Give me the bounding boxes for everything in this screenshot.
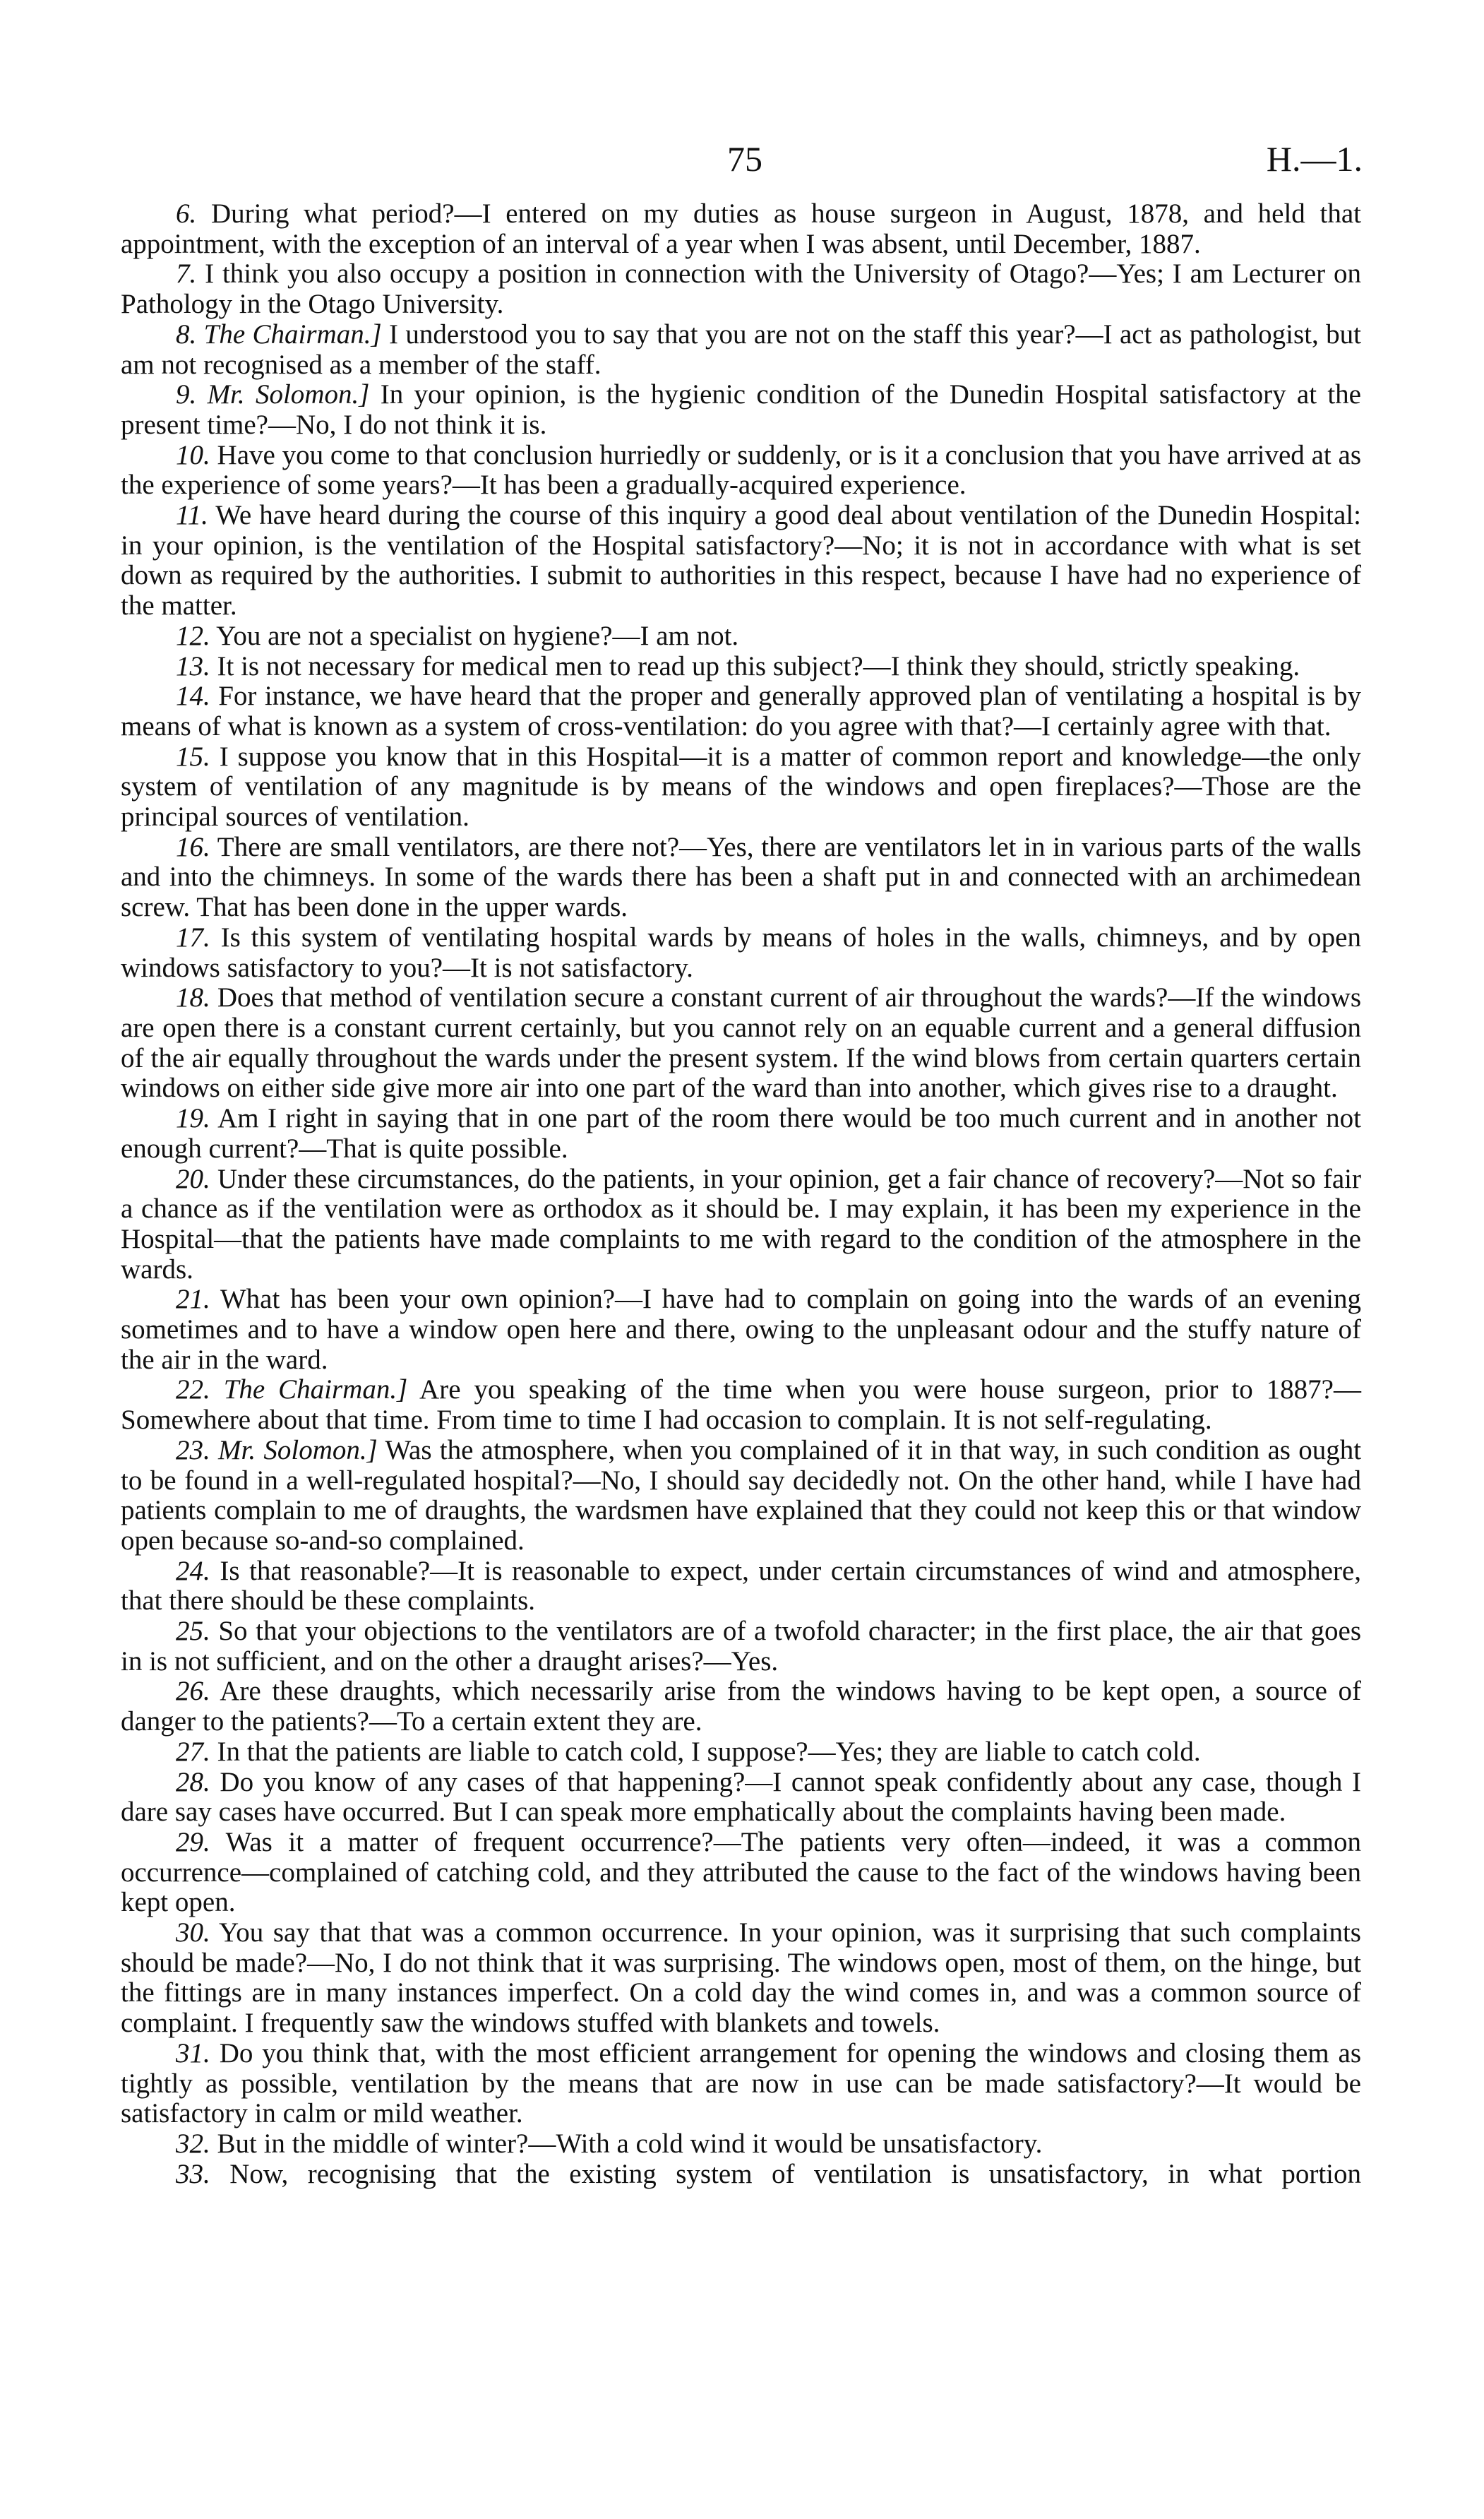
question-paragraph (121, 441, 1361, 501)
question-paragraph (121, 1768, 1361, 1828)
question-number: 13. (176, 650, 210, 681)
question-paragraph (121, 923, 1361, 983)
question-number: 32. (176, 2128, 210, 2159)
question-text: Do you think that, with the most efficient arrangement for opening the windows and closing them as tightly as possible, ventilation by the means that are now in use can be made satisfactory?—It would be satisfactory in calm or mild weather. (121, 2037, 1361, 2129)
question-number: 8. (176, 318, 197, 350)
question-paragraph (121, 621, 1361, 652)
question-number: 14. (176, 681, 210, 712)
question-text: What has been your own opinion?—I have had to complain on going into the wards of an evening sometimes and to have a window open here and there, owing to the unpleasant odour and the stuffy nature of the air in the ward. (121, 1284, 1361, 1375)
question-paragraph (121, 2129, 1361, 2160)
question-paragraph (121, 1165, 1361, 1285)
question-paragraph (121, 983, 1361, 1104)
question-paragraph (121, 199, 1361, 259)
question-paragraph (121, 652, 1361, 682)
question-number: 16. (176, 831, 210, 862)
question-paragraph (121, 259, 1361, 319)
question-paragraph (121, 1616, 1361, 1677)
question-number: 29. (176, 1826, 210, 1857)
question-text: Am I right in saying that in one part of the room there would be too much current and in another not enough current?—That is quite possible. (121, 1103, 1361, 1164)
question-number: 19. (176, 1103, 210, 1134)
question-paragraph (121, 833, 1361, 923)
question-paragraph (121, 742, 1361, 833)
question-number: 21. (176, 1284, 210, 1315)
question-paragraph (121, 501, 1361, 621)
question-text: Is that reasonable?—It is reasonable to expect, under certain circumstances of wind and atmosphere, that there should be these complaints. (121, 1555, 1361, 1616)
speaker-name: The Chairman.] (223, 1374, 408, 1405)
question-number: 17. (176, 922, 210, 953)
question-paragraph (121, 380, 1361, 440)
series-reference: H.—1. (1266, 139, 1363, 179)
question-paragraph (121, 1737, 1361, 1768)
question-paragraph (121, 1285, 1361, 1375)
question-text: In that the patients are liable to catch cold, I suppose?—Yes; they are liable to catch cold. (217, 1736, 1201, 1767)
question-paragraph (121, 320, 1361, 380)
question-number: 24. (176, 1555, 210, 1586)
question-paragraph (121, 1918, 1361, 2039)
question-text: Is this system of ventilating hospital wards by means of holes in the walls, chimneys, and by open windows satisfactory to you?—It is not satisfactory. (121, 922, 1361, 983)
question-number: 23. (176, 1434, 210, 1465)
question-text: For instance, we have heard that the proper and generally approved plan of ventilating a hospital is by means of what is known as a system of cross-ventilation: do you agree with that?—I certainly agree with that. (121, 681, 1362, 742)
question-number: 30. (176, 1917, 210, 1948)
speaker-name: The Chairman.] (203, 318, 382, 350)
question-text: You say that that was a common occurrence. In your opinion, was it surprising that such complaints should be made?—No, I do not think that it was surprising. The windows open, most of them, on the hinge, but the fittings are in many instances imperfect. On a cold day the wind comes in, and was a common source of complaint. I frequently saw the windows stuffed with blankets and towels. (121, 1917, 1361, 2039)
question-text: Have you come to that conclusion hurriedly or suddenly, or is it a conclusion that you have arrived at as the experience of some years?—It has been a gradually-acquired experience. (121, 439, 1361, 501)
speaker-name: Mr. Solomon.] (207, 379, 370, 410)
question-number: 18. (176, 982, 210, 1013)
question-text: There are small ventilators, are there not?—Yes, there are ventilators let in in various parts of the walls and into the chimneys. In some of the wards there has been a shaft put in and connected with an archimedean screw. That has been done in the upper wards. (121, 831, 1362, 923)
question-number: 20. (176, 1163, 210, 1194)
question-text: It is not necessary for medical men to read up this subject?—I think they should, strictly speaking. (217, 650, 1300, 681)
question-number: 12. (176, 620, 210, 651)
question-text: I think you also occupy a position in connection with the University of Otago?—Yes; I am Lecturer on Pathology in the Otago University. (121, 258, 1362, 320)
question-paragraph (121, 1375, 1361, 1435)
question-text: Does that method of ventilation secure a constant current of air throughout the wards?—If the windows are open there is a constant current certainly, but you cannot rely on an equable current and a general diffusion of the air equally throughout the wards under the present system. If the wind blows from certain quarters certain windows on either side give more air into one part of the ward than into another, which gives rise to a draught. (121, 982, 1361, 1104)
question-text: But in the middle of winter?—With a cold wind it would be unsatisfactory. (217, 2128, 1043, 2159)
question-text: We have heard during the course of this inquiry a good deal about ventilation of the Dunedin Hospital: in your opinion, is the ventilation of the Hospital satisfactory?—No; it is not in accordance with what is set down as required by the authorities. I submit to authorities in this respect, because I have had no experience of the matter. (121, 500, 1361, 621)
question-paragraph (121, 1104, 1361, 1164)
question-number: 31. (176, 2037, 210, 2068)
question-paragraph (121, 681, 1361, 742)
question-paragraph (121, 2160, 1361, 2190)
question-number: 26. (176, 1676, 210, 1707)
question-text: Under these circumstances, do the patients, in your opinion, get a fair chance of recovery?—Not so fair a chance as if the ventilation were as orthodox as it should be. I may explain, it has been my experience in the Hospital—that the patients have made complaints to me with regard to the condition of the atmosphere in the wards. (121, 1163, 1362, 1285)
question-paragraph (121, 1556, 1361, 1616)
question-paragraph (121, 2039, 1361, 2129)
question-number: 25. (176, 1616, 210, 1647)
question-number: 10. (176, 439, 210, 470)
question-number: 6. (176, 198, 197, 229)
question-number: 22. (176, 1374, 210, 1405)
question-text: So that your objections to the ventilators are of a twofold character; in the first place, the air that goes in is not sufficient, and on the other a draught arises?—Yes. (121, 1616, 1361, 1677)
speaker-name: Mr. Solomon.] (218, 1434, 378, 1465)
question-number: 33. (176, 2158, 210, 2189)
question-text: You are not a specialist on hygiene?—I am not. (216, 620, 739, 651)
question-text: I suppose you know that in this Hospital—it is a matter of common report and knowledge—the only system of ventilation of any magnitude is by means of the windows and open fireplaces?—Those are the principal sources of ventilation. (121, 741, 1362, 833)
question-number: 7. (176, 258, 197, 290)
question-paragraph (121, 1677, 1361, 1737)
question-text: Now, recognising that the existing system of ventilation is unsatisfactory, in what portion (229, 2158, 1362, 2189)
question-number: 27. (176, 1736, 210, 1767)
question-text: Was it a matter of frequent occurrence?—The patients very often—indeed, it was a common occurrence—complained of catching cold, and they attributed the cause to the fact of the windows having been kept open. (121, 1826, 1361, 1918)
question-number: 9. (176, 379, 197, 410)
question-text: During what period?—I entered on my duties as house surgeon in August, 1878, and held that appointment, with the exception of an interval of a year when I was absent, until December, 1887. (121, 198, 1361, 259)
testimony-body (121, 199, 1361, 2189)
question-paragraph (121, 1436, 1361, 1556)
question-number: 15. (176, 741, 210, 772)
question-text: Are you speaking of the time when you were house surgeon, prior to 1887?—Somewhere about that time. From time to time I had occasion to complain. It is not self-regulating. (121, 1374, 1361, 1436)
question-text: Do you know of any cases of that happening?—I cannot speak confidently about any case, though I dare say cases have occurred. But I can speak more emphatically about the complaints having been made. (121, 1766, 1361, 1828)
question-paragraph (121, 1828, 1361, 1918)
question-text: Was the atmosphere, when you complained of it in that way, in such condition as ought to be found in a well-regulated hospital?—No, I should say decidedly not. On the other hand, while I have had patients complain to me of draughts, the wardsmen have explained that they could not keep this or that window open because so-and-so complained. (121, 1434, 1362, 1556)
question-number: 28. (176, 1766, 210, 1797)
question-text: I understood you to say that you are not on the staff this year?—I act as pathologist, but am not recognised as a member of the staff. (121, 318, 1362, 380)
question-text: Are these draughts, which necessarily arise from the windows having to be kept open, a source of danger to the patients?—To a certain extent they are. (121, 1676, 1361, 1737)
question-number: 11. (176, 500, 208, 531)
question-text: In your opinion, is the hygienic condition of the Dunedin Hospital satisfactory at the present time?—No, I do not think it is. (121, 379, 1361, 440)
page-number: 75 (727, 139, 762, 179)
